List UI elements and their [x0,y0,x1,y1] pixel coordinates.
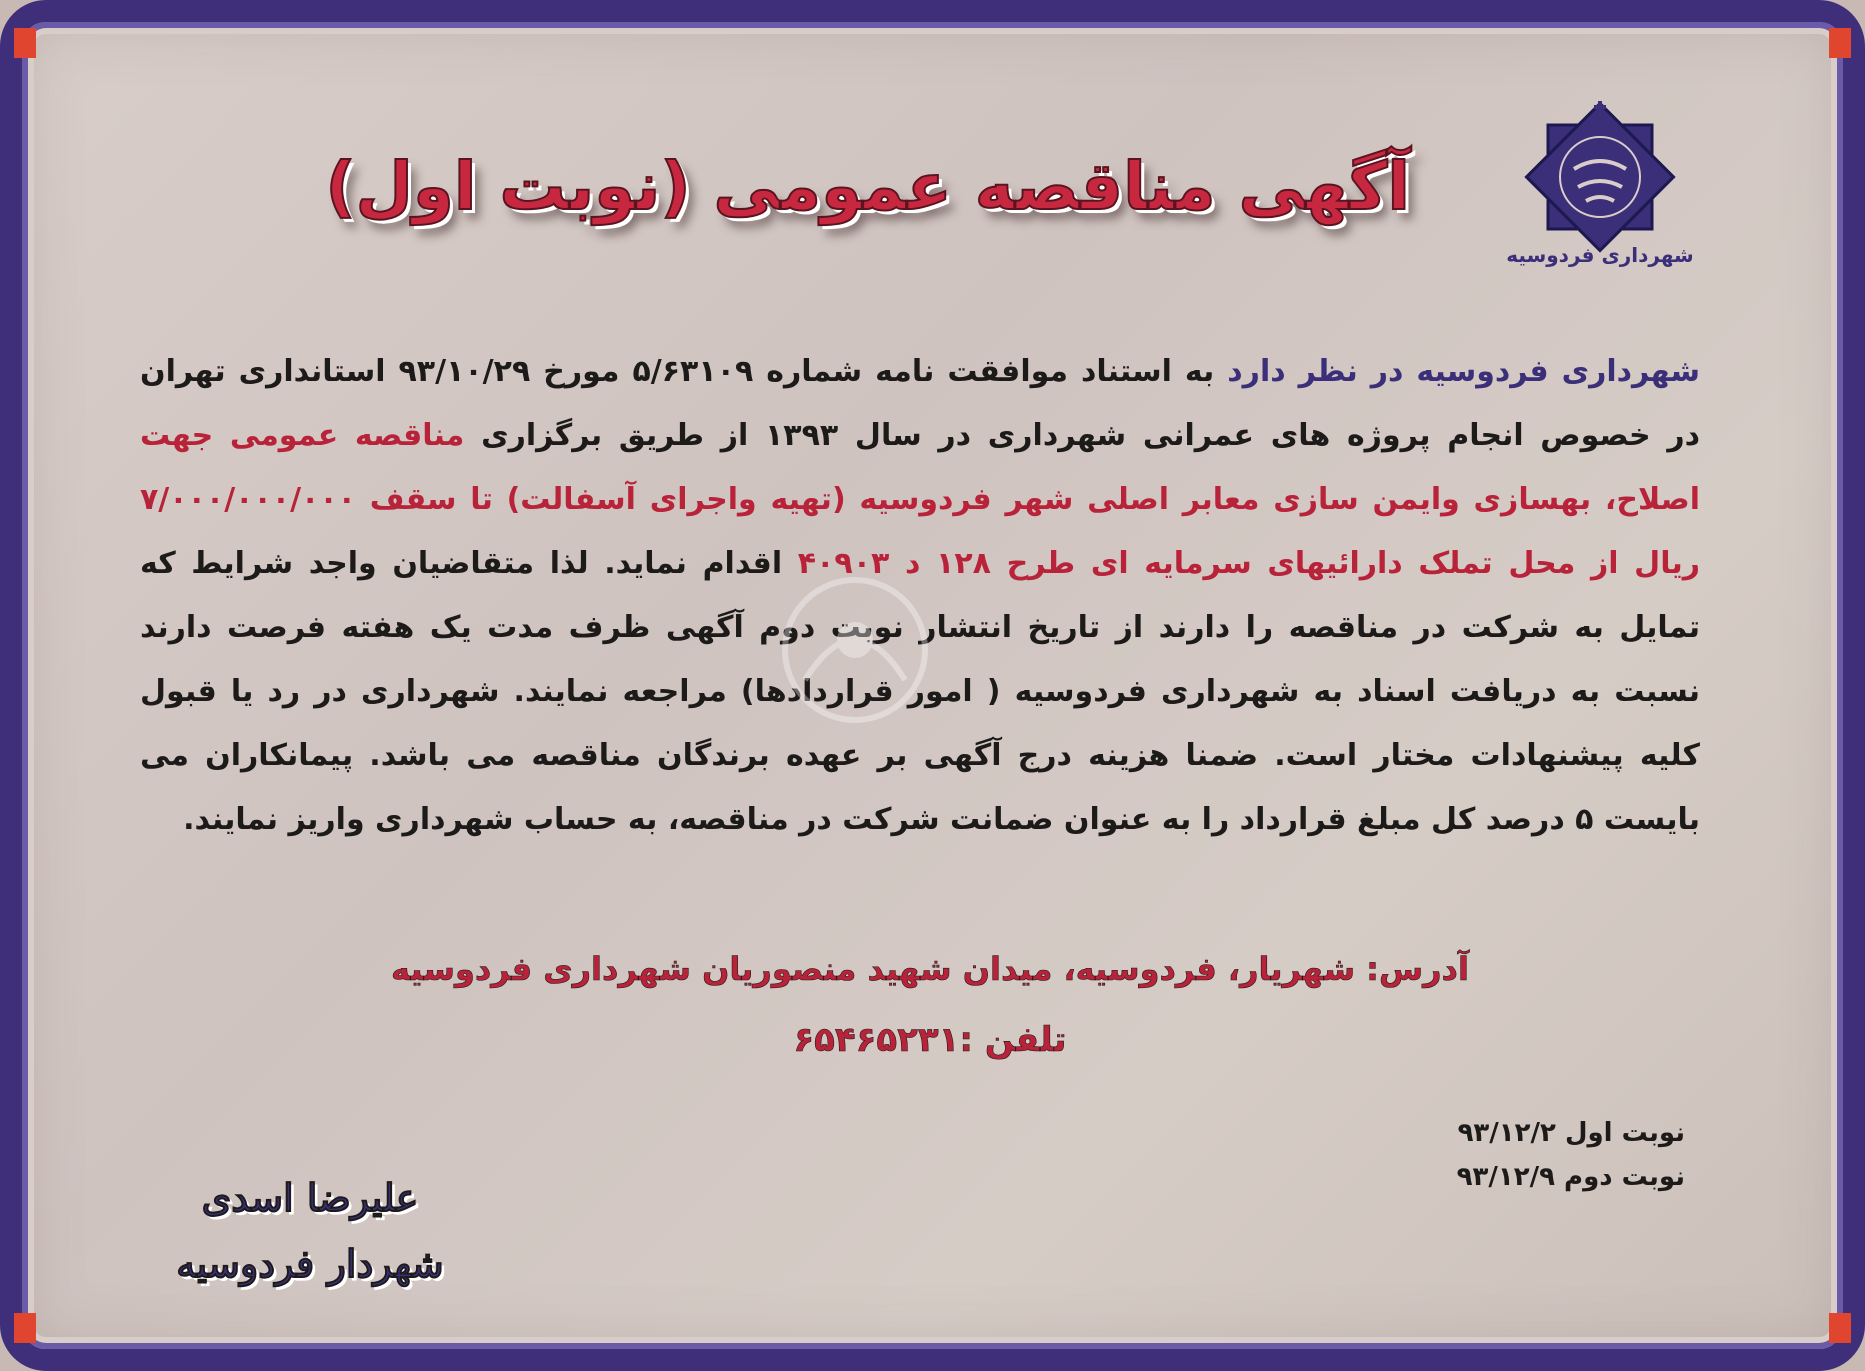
second-round-date: نوبت دوم ۹۳/۱۲/۹ [1456,1162,1685,1192]
body-conditions: اقدام نماید. لذا متقاضیان واجد شرایط که تمایل به شرکت در مناقصه را دارند از تاریخ انتشار نوبت دوم آگهی ظرف مدت یک هفته فرصت دارند نسبت به دریافت اسناد به شهرداری فردوسیه ( امور قراردادها) مراجعه نمایند. شهرداری در رد یا قبول کلیه پیشنهادات مختار است. ضمنا هزینه درج آگهی بر عهده برندگان مناقصه می باشد. پیمانکاران می بایست ۵ درصد کل مبلغ قرارداد را به عنوان ضمانت شرکت در مناقصه، به حساب شهرداری واریز نمایند. [140,546,1700,837]
notice-body [140,340,1700,852]
signer-title: شهردار فردوسیه [176,1241,444,1286]
body-reference: به استناد موافقت نامه شماره ۵/۶۳۱۰۹ مورخ ۹۳/۱۰/۲۹ استانداری تهران در خصوص انجام پروژه های عمرانی شهرداری در سال ۱۳۹۳ از طریق برگزاری [140,354,1701,453]
corner-mark-top-left [14,28,36,58]
corner-mark-bottom-left [14,1313,36,1343]
address-line: آدرس: شهریار، فردوسیه، میدان شهید منصوریان شهرداری فردوسیه [391,950,1469,988]
signer-name: علیرضا اسدی [201,1175,419,1220]
signature-block [130,1165,490,1297]
corner-mark-top-right [1829,28,1851,58]
corner-mark-bottom-right [1829,1313,1851,1343]
phone-line: تلفن :۶۵۴۶۵۲۳۱ [793,1020,1067,1060]
logo-emblem [1520,95,1680,255]
body-tender-subject: مناقصه عمومی جهت اصلاح، بهسازی وایمن سازی معابر اصلی شهر فردوسیه (تهیه واجرای آسفالت) تا سقف ۷/۰۰۰/۰۰۰/۰۰۰ ریال از محل تملک دارائیهای سرمایه ای طرح ۱۲۸ د ۴۰۹۰۳ [140,418,1700,581]
first-round-date: نوبت اول ۹۳/۱۲/۲ [1457,1118,1685,1148]
body-intro: شهرداری فردوسیه در نظر دارد [1227,354,1700,389]
notice-title: آگهی مناقصه عمومی (نوبت اول) [325,148,1410,225]
logo-caption: شهرداری فردوسیه [1506,243,1694,267]
